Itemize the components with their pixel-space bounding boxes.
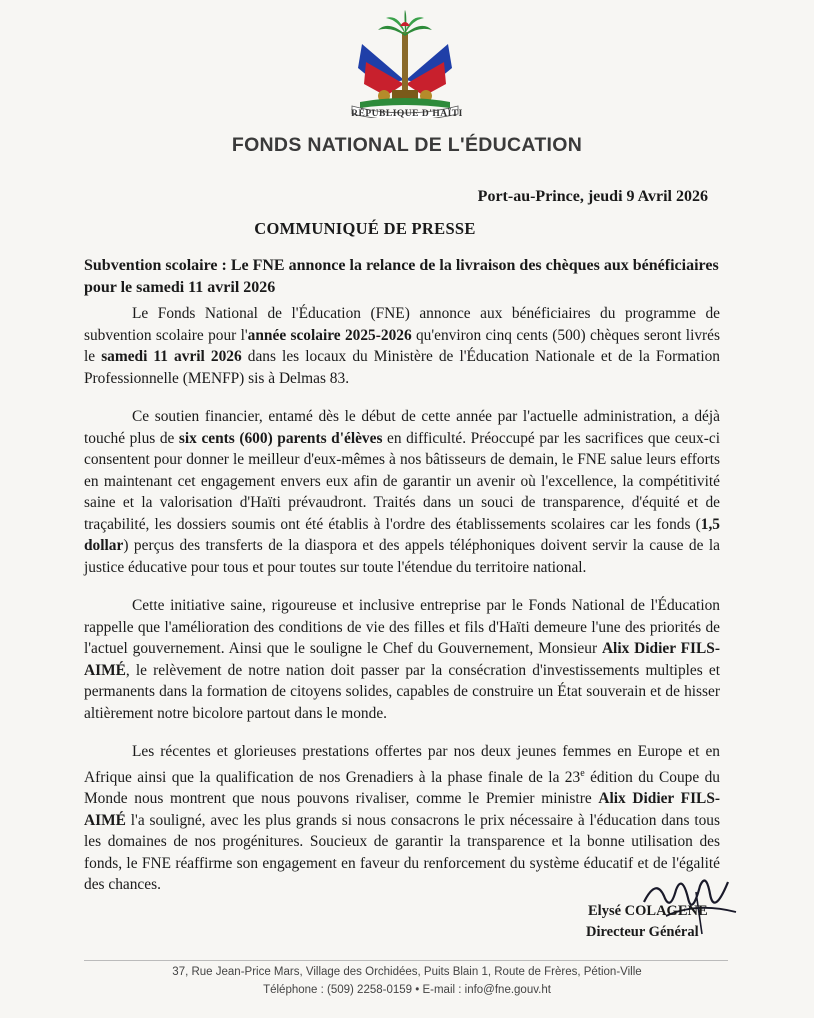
document-title: COMMUNIQUÉ DE PRESSE: [254, 219, 476, 238]
emphasis-text: année scolaire 2025-2026: [247, 326, 412, 344]
emphasis-text: 1,5 dollar: [84, 515, 720, 554]
paragraph-text: qu'environ cinq cents (500) chèques seront livrés le: [84, 326, 720, 365]
paragraph-text: l'a souligné, avec les plus grands si nous consacrons le prix nécessaire à l'éducation dans tous les domaines de nos progénitures. Soucieux de garantir la transparence et la bonne utilisation des fonds, le FNE réaffirme son engagement en faveur du renforcement du système éducatif et de l'égalité des chances.: [84, 811, 720, 894]
body-paragraph: [84, 406, 720, 578]
paragraph-text: , le relèvement de notre nation doit passer par la consécration d'investissements multiples et permanents dans la formation de citoyens solides, capables de construire un État souverain et de hisser altièrement notre bicolore partout dans le monde.: [84, 661, 720, 722]
footer-address: 37, Rue Jean-Price Mars, Village des Orchidées, Puits Blain 1, Route de Frères, Pétion-Ville: [172, 966, 642, 978]
paragraph-text: Ce soutien financier, entamé dès le début de cette année par l'actuelle administration, a déjà touché plus de: [84, 408, 720, 447]
paragraph-text: dans les locaux du Ministère de l'Éducation Nationale et de la Formation Professionnelle (MENFP) sis à Delmas 83.: [84, 348, 720, 387]
paragraph-text: en difficulté. Préoccupé par les sacrifices que ceux-ci consentent pour donner le meilleur d'eux-mêmes à nos bâtisseurs de demain, le FNE salue leurs efforts en maintenant cet engagement envers eux afin de garantir un avenir où l'excellence, la compétitivité saine et la valorisation d'Haïti prévaudront. Traités dans un souci de transparence, d'équité et de traçabilité, les dossiers soumis ont été établis à l'ordre des établissements scolaires car les fonds (: [84, 429, 720, 533]
signatory-name: Elysé COLAGENE: [588, 903, 708, 919]
signatory-role: Directeur Général: [586, 924, 699, 940]
organization-name: FONDS NATIONAL DE L'ÉDUCATION: [231, 134, 583, 156]
paragraph-text: ) perçus des transferts de la diaspora et des appels téléphoniques doivent servir la cause de la justice éducative pour tous et pour toutes sur toute l'étendue du territoire national.: [84, 537, 720, 576]
emphasis-text: six cents (600) parents d'élèves: [178, 429, 383, 447]
emphasis-text: Alix Didier FILS-AIMÉ: [84, 640, 720, 679]
emphasis-text: samedi 11 avril 2026: [101, 348, 242, 365]
footer-divider: [84, 960, 728, 961]
footer-contact: Téléphone : (509) 2258-0159 • E-mail : info@fne.gouv.ht: [263, 984, 551, 996]
paragraph-text: Le Fonds National de l'Éducation (FNE) annonce aux bénéficiaires du programme de subvention scolaire pour l': [84, 305, 720, 344]
paragraph-text: édition du Coupe du Monde nous montrent que nous pouvons rivaliser, comme le Premier ministre: [84, 768, 720, 808]
body-paragraph: [84, 741, 720, 896]
republic-label: RÉPUBLIQUE D'HAÏTI: [351, 109, 463, 119]
paragraph-text: Cette initiative saine, rigoureuse et inclusive entreprise par le Fonds National de l'Éducation rappelle que l'amélioration des conditions de vie des filles et fils d'Haïti demeure l'une des priorités de l'actuel gouvernement. Ainsi que le souligne le Chef du Gouvernement, Monsieur: [84, 597, 720, 657]
paragraph-text: e: [580, 767, 585, 779]
body-text: [84, 303, 720, 913]
body-paragraph: [84, 303, 720, 389]
haiti-coat-of-arms-icon: [340, 10, 470, 118]
body-paragraph: [84, 595, 720, 724]
subject-line: Subvention scolaire : Le FNE annonce la relance de la livraison des chèques aux bénéficiaires pour le samedi 11 avril 2026: [84, 257, 719, 296]
emphasis-text: Alix Didier FILS-AIMÉ: [84, 790, 721, 829]
paragraph-text: Les récentes et glorieuses prestations offertes par nos deux jeunes femmes en Europe et en Afrique ainsi que la qualification de nos Grenadiers à la phase finale de la 23: [84, 743, 720, 786]
dateline: Port-au-Prince, jeudi 9 Avril 2026: [477, 188, 708, 205]
